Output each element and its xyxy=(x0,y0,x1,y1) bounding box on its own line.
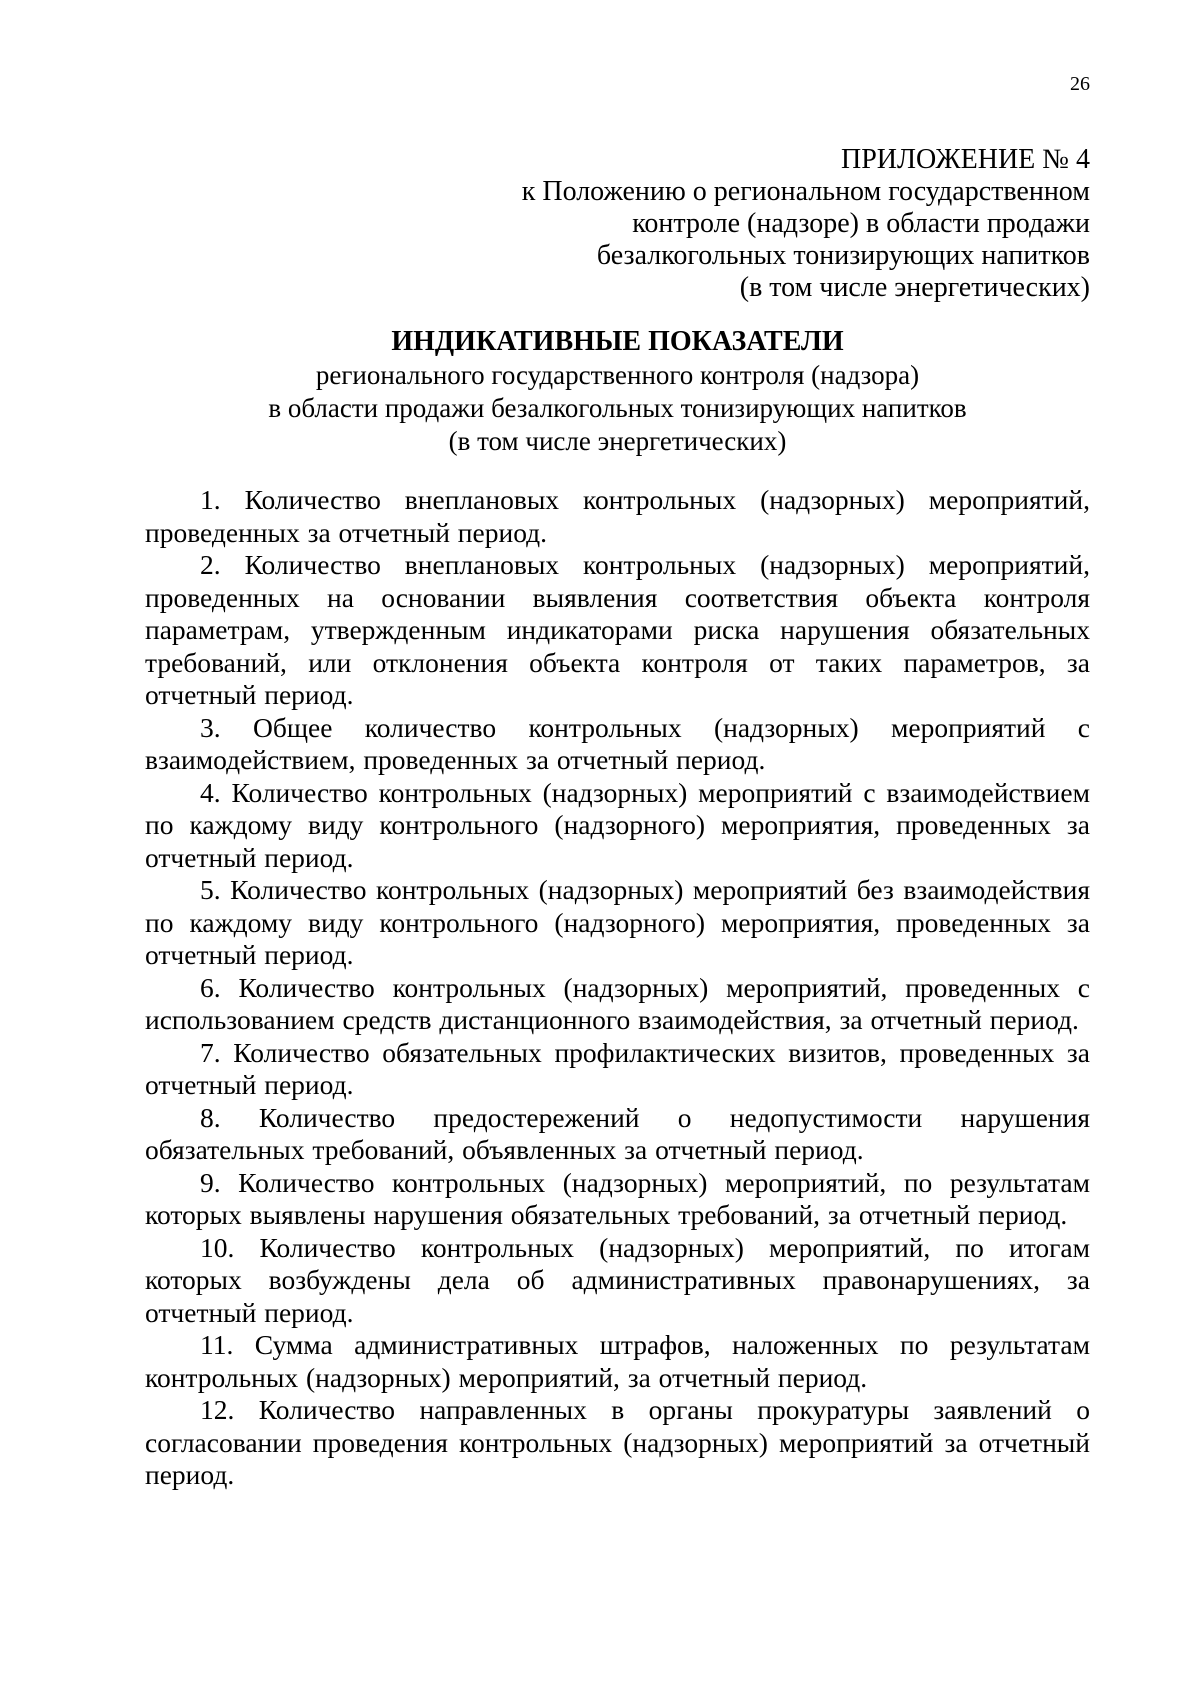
indicator-item: 1. Количество внеплановых контрольных (надзорных) мероприятий, проведенных за отчетный период. xyxy=(145,484,1090,548)
indicator-item: 3. Общее количество контрольных (надзорных) мероприятий с взаимодействием, проведенных за отчетный период. xyxy=(145,711,1090,775)
document-title: ИНДИКАТИВНЫЕ ПОКАЗАТЕЛИ xyxy=(391,326,844,357)
appendix-line: безалкогольных тонизирующих напитков xyxy=(596,240,1090,271)
subtitle-line: в области продажи безалкогольных тонизирующих напитков xyxy=(268,393,967,423)
appendix-line: ПРИЛОЖЕНИЕ № 4 xyxy=(841,144,1090,175)
indicator-item: 10. Количество контрольных (надзорных) мероприятий, по итогам которых возбуждены дела об административных правонарушениях, за отчетный период. xyxy=(145,1231,1090,1328)
subtitle-line: регионального государственного контроля (надзора) xyxy=(315,360,920,390)
appendix-line: контроле (надзоре) в области продажи xyxy=(632,208,1090,239)
indicator-item: 9. Количество контрольных (надзорных) мероприятий, по результатам которых выявлены нарушения обязательных требований, за отчетный период. xyxy=(145,1166,1090,1230)
appendix-header xyxy=(522,144,1090,304)
indicator-item: 11. Сумма административных штрафов, наложенных по результатам контрольных (надзорных) мероприятий, за отчетный период. xyxy=(145,1329,1090,1393)
indicator-item: 4. Количество контрольных (надзорных) мероприятий с взаимодействием по каждому виду контрольного (надзорного) мероприятия, проведенных за отчетный период. xyxy=(145,776,1090,873)
indicator-item: 12. Количество направленных в органы прокуратуры заявлений о согласовании проведения контрольных (надзорных) мероприятий за отчетный период. xyxy=(145,1394,1090,1490)
subtitle-line: (в том числе энергетических) xyxy=(448,426,787,456)
indicator-list xyxy=(145,484,1090,1492)
indicator-item: 6. Количество контрольных (надзорных) мероприятий, проведенных с использованием средств дистанционного взаимодействия, за отчетный период. xyxy=(145,971,1090,1035)
indicator-item: 7. Количество обязательных профилактических визитов, проведенных за отчетный период. xyxy=(145,1036,1090,1100)
appendix-line: к Положению о региональном государственном xyxy=(521,176,1090,207)
indicator-item: 2. Количество внеплановых контрольных (надзорных) мероприятий, проведенных на основании выявления соответствия объекта контроля параметрам, утвержденным индикаторами риска нарушения обязательных требований, или отклонения объекта контроля от таких параметров, за отчетный период. xyxy=(145,549,1090,710)
document-subtitle xyxy=(145,359,1090,458)
indicator-item: 5. Количество контрольных (надзорных) мероприятий без взаимодействия по каждому виду контрольного (надзорного) мероприятия, проведенных за отчетный период. xyxy=(145,874,1090,970)
page-number: 26 xyxy=(1070,73,1090,95)
appendix-line: (в том числе энергетических) xyxy=(739,272,1090,303)
title-block xyxy=(145,325,1090,458)
indicator-item: 8. Количество предостережений о недопустимости нарушения обязательных требований, объявленных за отчетный период. xyxy=(145,1101,1090,1165)
